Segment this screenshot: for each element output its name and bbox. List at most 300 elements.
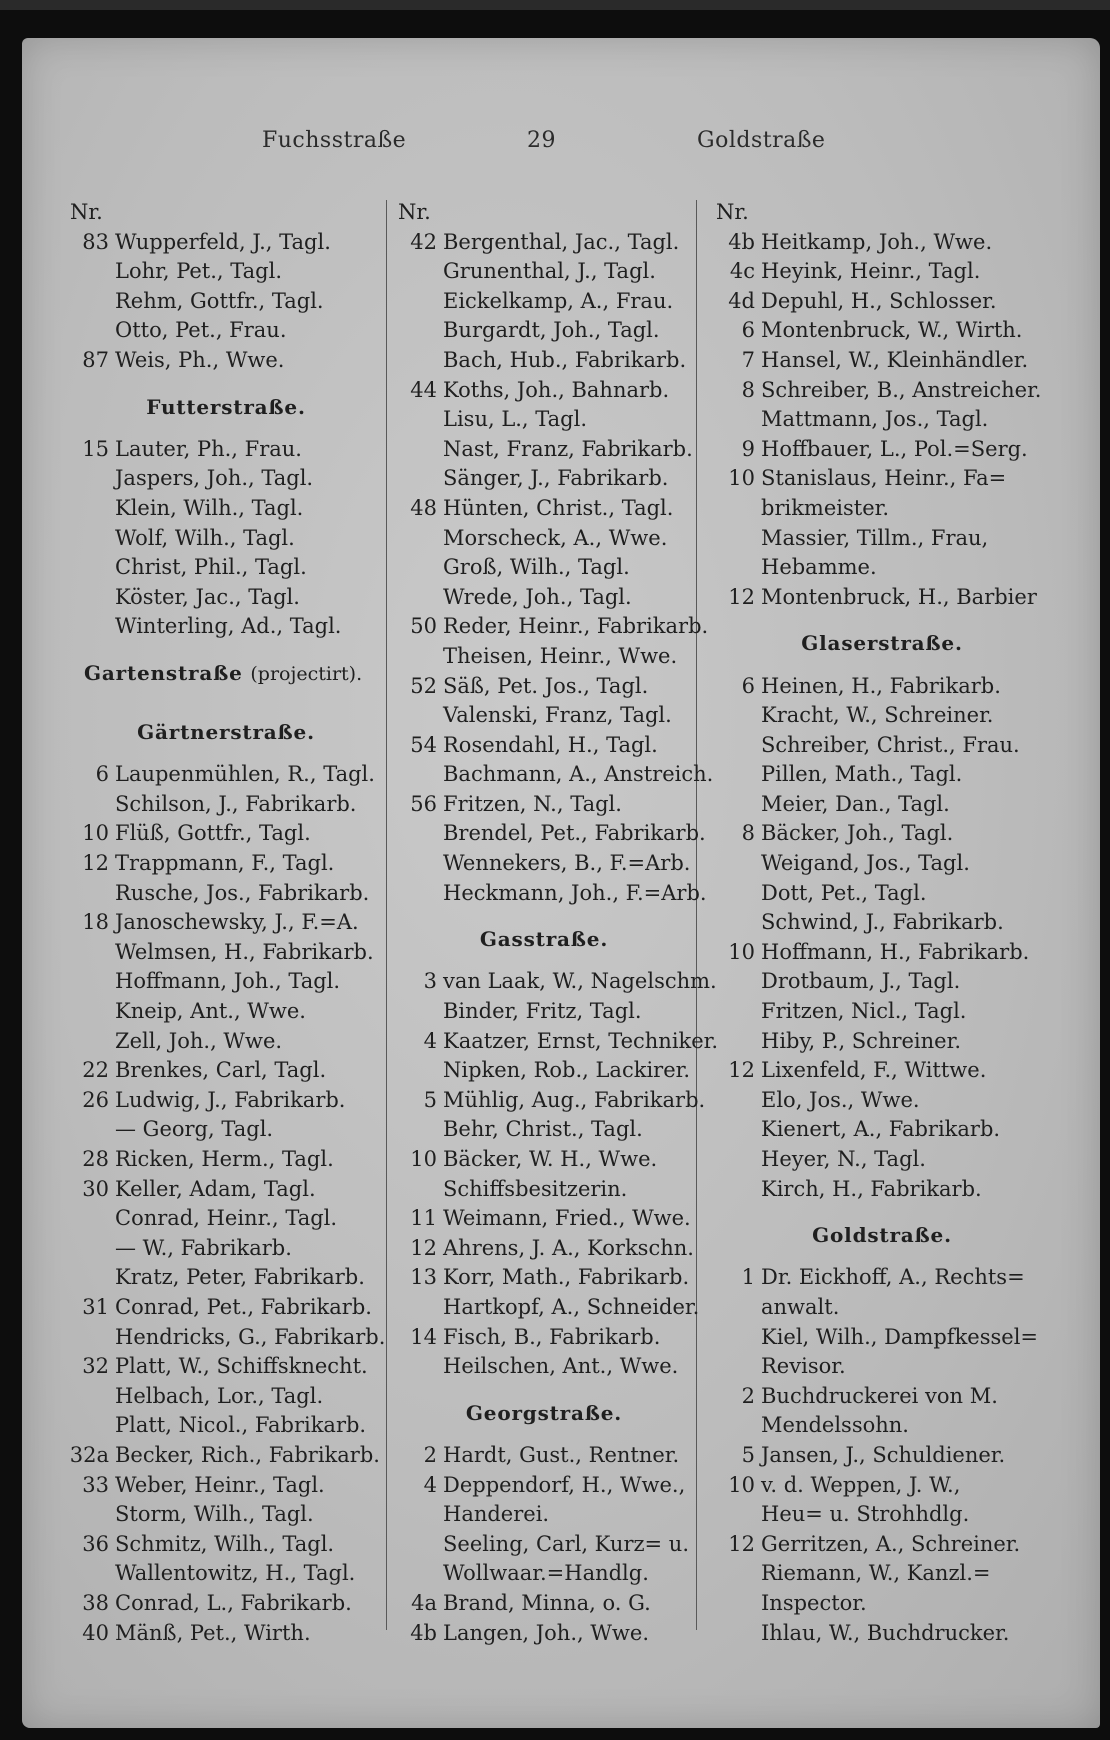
resident-entry <box>712 287 1052 317</box>
resident-entry <box>66 879 386 909</box>
resident-entry <box>394 1323 694 1353</box>
resident-entry <box>394 583 694 613</box>
resident-name: Ahrens, J. A., Korkschn. <box>443 1235 694 1260</box>
resident-entry <box>394 1589 694 1619</box>
running-head-left: Fuchsstraße <box>262 128 407 153</box>
resident-entry <box>394 731 694 761</box>
resident-name: van Laak, W., Nagelschm. <box>443 969 717 994</box>
resident-entry <box>66 1530 386 1560</box>
resident-entry <box>66 612 386 642</box>
resident-entry <box>712 1056 1052 1086</box>
resident-name: Becker, Rich., Fabrikarb. <box>115 1442 380 1467</box>
resident-name: Schwind, J., Fabrikarb. <box>761 910 1004 935</box>
resident-entry <box>66 287 386 317</box>
resident-entry <box>712 967 1052 997</box>
street-name: Gärtnerstraße. <box>137 720 315 745</box>
resident-name: Nast, Franz, Fabrikarb. <box>443 436 693 461</box>
resident-name: Lixenfeld, F., Wittwe. <box>761 1058 987 1083</box>
resident-name: Rusche, Jos., Fabrikarb. <box>115 880 370 905</box>
resident-entry <box>394 879 707 909</box>
house-number: 36 <box>82 1531 109 1556</box>
resident-name: Heilschen, Ant., Wwe. <box>443 1354 679 1379</box>
house-number: 12 <box>82 851 109 876</box>
resident-name: Heyer, N., Tagl. <box>761 1147 926 1171</box>
resident-entry <box>394 1500 694 1530</box>
house-number: 10 <box>410 1147 437 1171</box>
resident-name: Hansel, W., Kleinhändler. <box>761 347 1029 372</box>
resident-entry <box>394 1234 694 1264</box>
resident-entry <box>394 672 694 702</box>
resident-entry <box>66 1175 386 1205</box>
resident-entry <box>712 1293 1052 1323</box>
resident-entry <box>394 1559 694 1589</box>
resident-entry <box>394 228 694 258</box>
resident-entry <box>394 1204 694 1234</box>
resident-entry <box>394 524 694 554</box>
resident-entry <box>66 908 386 938</box>
house-number: 10 <box>728 1472 755 1497</box>
resident-name: Hendricks, G., Fabrikarb. <box>115 1324 386 1349</box>
resident-entry <box>712 1500 1052 1530</box>
house-number: 42 <box>410 229 437 254</box>
resident-name: — W., Fabrikarb. <box>115 1235 292 1260</box>
resident-name: Weigand, Jos., Tagl. <box>761 851 970 876</box>
resident-entry <box>712 583 1052 613</box>
resident-name: Reder, Heinr., Fabrikarb. <box>443 614 709 639</box>
house-number: 12 <box>728 584 755 609</box>
resident-entry <box>66 1027 386 1057</box>
resident-name: Janoschewsky, J., F.=A. <box>115 910 359 935</box>
house-number: 3 <box>423 969 437 994</box>
resident-name: Ricken, Herm., Tagl. <box>115 1147 334 1171</box>
house-number: 10 <box>728 939 755 964</box>
house-number: 5 <box>423 1087 437 1112</box>
resident-entry <box>394 346 694 376</box>
street-name: Futterstraße. <box>146 394 306 419</box>
resident-entry <box>66 1234 386 1264</box>
house-number: 2 <box>423 1442 437 1467</box>
street-name: Gasstraße. <box>479 927 609 952</box>
resident-entry <box>394 1263 694 1293</box>
resident-entry <box>712 376 1052 406</box>
street-heading <box>712 1204 1052 1263</box>
resident-entry <box>394 1056 694 1086</box>
resident-name: Drotbaum, J., Tagl. <box>761 969 961 994</box>
resident-name: Klein, Wilh., Tagl. <box>115 495 304 520</box>
resident-entry <box>712 435 1052 465</box>
house-number: 50 <box>410 614 437 639</box>
resident-name: Kneip, Ant., Wwe. <box>115 999 306 1024</box>
resident-name: Conrad, Pet., Fabrikarb. <box>115 1294 372 1319</box>
street-heading <box>66 376 386 435</box>
house-number: 44 <box>410 377 437 402</box>
number-column-label: Nr. <box>398 200 431 224</box>
resident-entry <box>712 672 1052 702</box>
resident-entry <box>66 790 386 820</box>
resident-name: Bäcker, W. H., Wwe. <box>443 1147 658 1171</box>
resident-name: Winterling, Ad., Tagl. <box>115 614 342 639</box>
resident-name: Wennekers, B., F.=Arb. <box>443 851 691 876</box>
resident-entry <box>712 1619 1052 1649</box>
number-column-label: Nr. <box>716 200 749 224</box>
house-number: 33 <box>82 1472 109 1497</box>
resident-name: Kiel, Wilh., Dampfkessel= <box>761 1324 1039 1349</box>
resident-name: Storm, Wilh., Tagl. <box>115 1502 314 1527</box>
resident-entry <box>712 1086 1052 1116</box>
house-number: 2 <box>741 1383 755 1408</box>
house-number: 56 <box>410 791 437 816</box>
resident-name: Conrad, L., Fabrikarb. <box>115 1590 352 1615</box>
resident-entry <box>712 790 1052 820</box>
resident-entry <box>66 997 386 1027</box>
resident-entry <box>66 1352 386 1382</box>
resident-name: Grunenthal, J., Tagl. <box>443 259 656 284</box>
resident-name: Laupenmühlen, R., Tagl. <box>115 762 375 787</box>
resident-name: Heitkamp, Joh., Wwe. <box>761 229 993 254</box>
street-heading <box>394 908 694 967</box>
resident-entry <box>394 849 694 879</box>
resident-entry <box>712 849 1052 879</box>
house-number: 4b <box>410 1620 437 1645</box>
resident-name: Theisen, Heinr., Wwe. <box>443 643 678 668</box>
house-number: 32 <box>82 1354 109 1379</box>
resident-entry <box>712 494 1052 524</box>
resident-name: Conrad, Heinr., Tagl. <box>115 1206 338 1231</box>
resident-name: Wollwaar.=Handlg. <box>443 1561 649 1586</box>
resident-name: Jansen, J., Schuldiener. <box>761 1442 1006 1467</box>
resident-entry <box>394 1441 694 1471</box>
house-number: 5 <box>741 1442 755 1467</box>
resident-name: Fritzen, N., Tagl. <box>443 791 622 816</box>
resident-entry <box>66 760 386 790</box>
house-number: 6 <box>741 673 755 698</box>
house-number: 4a <box>411 1590 437 1615</box>
resident-entry <box>712 1589 1052 1619</box>
column-divider <box>386 200 387 1630</box>
resident-name: anwalt. <box>761 1294 840 1319</box>
house-number: 13 <box>410 1265 437 1290</box>
resident-name: Koths, Joh., Bahnarb. <box>443 377 670 402</box>
resident-name: Lohr, Pet., Tagl. <box>115 259 283 284</box>
resident-entry <box>712 908 1052 938</box>
resident-name: Säß, Pet. Jos., Tagl. <box>443 673 649 698</box>
resident-name: Christ, Phil., Tagl. <box>115 555 307 580</box>
resident-entry <box>66 257 386 287</box>
house-number: 4d <box>728 288 755 313</box>
house-number: 7 <box>741 347 755 372</box>
resident-entry <box>66 967 386 997</box>
resident-name: Brenkes, Carl, Tagl. <box>115 1058 327 1083</box>
resident-name: Hoffmann, Joh., Tagl. <box>115 969 341 994</box>
resident-entry <box>66 228 386 258</box>
house-number: 4b <box>728 229 755 254</box>
resident-name: Langen, Joh., Wwe. <box>443 1620 650 1645</box>
resident-name: Kienert, A., Fabrikarb. <box>761 1117 1001 1142</box>
resident-name: Lauter, Ph., Frau. <box>115 436 302 461</box>
resident-name: Kratz, Peter, Fabrikarb. <box>115 1265 365 1290</box>
resident-entry <box>66 1589 386 1619</box>
house-number: 10 <box>82 821 109 846</box>
resident-entry <box>66 1204 386 1234</box>
resident-entry <box>712 553 1052 583</box>
resident-entry <box>66 1559 386 1589</box>
house-number: 12 <box>410 1235 437 1260</box>
resident-name: Binder, Fritz, Tagl. <box>443 999 642 1024</box>
street-note: (projectirt). <box>250 662 363 685</box>
resident-name: Fisch, B., Fabrikarb. <box>443 1324 661 1349</box>
resident-name: Hoffmann, H., Fabrikarb. <box>761 939 1030 964</box>
resident-name: Ludwig, J., Fabrikarb. <box>115 1087 346 1112</box>
resident-name: Weber, Heinr., Tagl. <box>115 1472 325 1497</box>
resident-name: Valenski, Franz, Tagl. <box>443 703 672 728</box>
house-number: 6 <box>741 318 755 343</box>
resident-entry <box>66 1263 386 1293</box>
resident-entry <box>394 612 709 642</box>
resident-entry <box>394 760 714 790</box>
house-number: 9 <box>741 436 755 461</box>
resident-name: Elo, Jos., Wwe. <box>761 1087 920 1112</box>
resident-entry <box>394 997 694 1027</box>
resident-name: Rosendahl, H., Tagl. <box>443 732 658 757</box>
house-number: 52 <box>410 673 437 698</box>
resident-name: Brand, Minna, o. G. <box>443 1590 651 1615</box>
resident-name: Otto, Pet., Frau. <box>115 318 287 343</box>
resident-entry <box>394 790 694 820</box>
house-number: 30 <box>82 1176 109 1201</box>
resident-name: Zell, Joh., Wwe. <box>115 1028 283 1053</box>
resident-name: Kracht, W., Schreiner. <box>761 703 994 728</box>
resident-name: Pillen, Math., Tagl. <box>761 762 963 787</box>
resident-name: Meier, Dan., Tagl. <box>761 791 950 816</box>
resident-name: Wolf, Wilh., Tagl. <box>115 525 295 550</box>
house-number: 48 <box>410 495 437 520</box>
resident-name: Korr, Math., Fabrikarb. <box>443 1265 690 1290</box>
resident-name: Revisor. <box>761 1354 846 1379</box>
resident-entry <box>66 524 386 554</box>
resident-name: Welmsen, H., Fabrikarb. <box>115 939 374 964</box>
resident-name: Weis, Ph., Wwe. <box>115 347 285 372</box>
resident-name: Massier, Tillm., Frau, <box>761 525 989 550</box>
resident-entry <box>394 464 694 494</box>
resident-entry <box>66 1619 386 1649</box>
resident-name: Stanislaus, Heinr., Fa= <box>761 466 1007 491</box>
resident-entry <box>394 494 694 524</box>
scan-border <box>0 0 1110 10</box>
street-name: Georgstraße. <box>465 1400 623 1425</box>
resident-name: Flüß, Gottfr., Tagl. <box>115 821 311 846</box>
resident-name: Platt, W., Schiffsknecht. <box>115 1354 368 1379</box>
resident-entry <box>712 760 1052 790</box>
resident-entry <box>66 1056 386 1086</box>
resident-name: Weimann, Fried., Wwe. <box>443 1206 691 1231</box>
resident-entry <box>66 1500 386 1530</box>
directory-column-1 <box>66 198 386 1648</box>
running-head-right: Goldstraße <box>697 128 826 153</box>
resident-entry <box>712 464 1052 494</box>
house-number: 38 <box>82 1590 109 1615</box>
house-number: 28 <box>82 1147 109 1171</box>
resident-entry <box>712 405 1052 435</box>
resident-name: Mendelssohn. <box>761 1413 909 1438</box>
resident-name: Montenbruck, W., Wirth. <box>761 318 1023 343</box>
resident-name: Köster, Jac., Tagl. <box>115 584 300 609</box>
resident-name: Bergenthal, Jac., Tagl. <box>443 229 680 254</box>
house-number: 87 <box>82 347 109 372</box>
resident-name: Depuhl, H., Schlosser. <box>761 288 997 313</box>
resident-entry <box>394 287 694 317</box>
resident-name: Schiffsbesitzerin. <box>443 1176 628 1201</box>
resident-entry <box>66 1115 386 1145</box>
resident-name: Gerritzen, A., Schreiner. <box>761 1531 1021 1556</box>
resident-name: Schmitz, Wilh., Tagl. <box>115 1531 335 1556</box>
resident-name: Helbach, Lor., Tagl. <box>115 1383 324 1408</box>
resident-name: Hiby, P., Schreiner. <box>761 1028 962 1053</box>
resident-name: Hardt, Gust., Rentner. <box>443 1442 680 1467</box>
resident-entry <box>712 1323 1052 1353</box>
resident-entry <box>66 1323 386 1353</box>
resident-name: Wupperfeld, J., Tagl. <box>115 229 331 254</box>
resident-entry <box>712 1145 1052 1175</box>
house-number: 10 <box>728 466 755 491</box>
house-number: 4 <box>423 1472 437 1497</box>
resident-entry <box>712 1027 1052 1057</box>
resident-entry <box>66 1441 386 1471</box>
street-name: Glaserstraße. <box>801 631 963 656</box>
resident-entry <box>712 1471 1052 1501</box>
resident-name: Hoffbauer, L., Pol.=Serg. <box>761 436 1028 461</box>
resident-name: Dott, Pet., Tagl. <box>761 880 927 905</box>
resident-entry <box>712 879 1052 909</box>
street-heading <box>66 701 386 760</box>
resident-entry <box>66 1086 386 1116</box>
resident-entry <box>66 938 386 968</box>
resident-entry <box>66 316 386 346</box>
resident-entry <box>66 494 386 524</box>
resident-entry <box>394 1175 694 1205</box>
number-column-label: Nr. <box>70 200 103 224</box>
resident-entry <box>712 1175 1052 1205</box>
resident-name: Jaspers, Joh., Tagl. <box>115 466 314 491</box>
resident-entry <box>712 731 1052 761</box>
resident-entry <box>66 819 386 849</box>
resident-entry <box>394 642 694 672</box>
resident-name: Dr. Eickhoff, A., Rechts= <box>761 1265 1025 1290</box>
street-heading <box>712 612 1052 671</box>
resident-name: Trappmann, F., Tagl. <box>115 851 335 876</box>
resident-entry <box>712 316 1052 346</box>
resident-name: Platt, Nicol., Fabrikarb. <box>115 1413 367 1438</box>
resident-name: v. d. Weppen, J. W., <box>761 1472 961 1497</box>
resident-name: Wrede, Joh., Tagl. <box>443 584 632 609</box>
street-name: Goldstraße. <box>812 1223 952 1248</box>
resident-name: Handerei. <box>443 1502 550 1527</box>
resident-entry <box>66 435 386 465</box>
resident-entry <box>394 1293 700 1323</box>
resident-name: Hartkopf, A., Schneider. <box>443 1294 700 1319</box>
directory-column-3 <box>712 198 1052 1648</box>
resident-entry <box>712 819 1052 849</box>
house-number: 22 <box>82 1058 109 1083</box>
resident-name: Sänger, J., Fabrikarb. <box>443 466 669 491</box>
resident-name: Deppendorf, H., Wwe., <box>443 1472 686 1497</box>
resident-name: Seeling, Carl, Kurz= u. <box>443 1531 690 1556</box>
resident-name: Bach, Hub., Fabrikarb. <box>443 347 687 372</box>
resident-name: Kirch, H., Fabrikarb. <box>761 1176 982 1201</box>
resident-name: Ihlau, W., Buchdrucker. <box>761 1620 1010 1645</box>
resident-entry <box>394 376 694 406</box>
resident-entry <box>712 1559 1052 1589</box>
house-number: 15 <box>82 436 109 461</box>
resident-name: Fritzen, Nicl., Tagl. <box>761 999 967 1024</box>
resident-name: Hebamme. <box>761 555 877 580</box>
resident-name: Riemann, W., Kanzl.= <box>761 1561 991 1586</box>
house-number: 8 <box>741 377 755 402</box>
resident-entry <box>394 1027 719 1057</box>
resident-name: Behr, Christ., Tagl. <box>443 1117 643 1142</box>
page-number: 29 <box>527 128 556 153</box>
column-divider <box>696 200 697 1630</box>
resident-name: Bäcker, Joh., Tagl. <box>761 821 954 846</box>
resident-entry <box>712 938 1052 968</box>
house-number: 26 <box>82 1087 109 1112</box>
resident-name: Eickelkamp, A., Frau. <box>443 288 674 313</box>
house-number: 11 <box>410 1206 437 1231</box>
resident-entry <box>394 967 717 997</box>
resident-entry <box>66 583 386 613</box>
resident-name: Heckmann, Joh., F.=Arb. <box>443 880 707 905</box>
house-number: 12 <box>728 1531 755 1556</box>
house-number: 14 <box>410 1324 437 1349</box>
resident-entry <box>712 228 1052 258</box>
house-number: 83 <box>82 229 109 254</box>
resident-entry <box>394 1352 694 1382</box>
resident-name: Bachmann, A., Anstreich. <box>443 762 714 787</box>
resident-name: Nipken, Rob., Lackirer. <box>443 1058 691 1083</box>
house-number: 31 <box>82 1294 109 1319</box>
resident-name: Inspector. <box>761 1590 867 1615</box>
resident-entry <box>712 1115 1052 1145</box>
house-number: 32a <box>69 1442 109 1467</box>
resident-name: Schilson, J., Fabrikarb. <box>115 791 357 816</box>
resident-entry <box>394 1619 694 1649</box>
resident-entry <box>394 1471 694 1501</box>
resident-entry <box>66 1382 386 1412</box>
resident-entry <box>394 316 694 346</box>
resident-name: Buchdruckerei von M. <box>761 1383 998 1408</box>
resident-entry <box>712 524 1052 554</box>
house-number: 4 <box>423 1028 437 1053</box>
street-heading <box>394 1382 694 1441</box>
street-name: Gartenstraße <box>84 660 243 685</box>
resident-name: Hünten, Christ., Tagl. <box>443 495 674 520</box>
resident-entry <box>712 1530 1052 1560</box>
resident-name: Montenbruck, H., Barbier <box>761 584 1037 609</box>
resident-entry <box>712 997 1052 1027</box>
resident-entry <box>66 1471 386 1501</box>
resident-name: Groß, Wilh., Tagl. <box>443 555 630 580</box>
resident-name: Heu= u. Strohhdlg. <box>761 1502 970 1527</box>
resident-entry <box>712 1382 1052 1412</box>
resident-entry <box>712 1263 1052 1293</box>
resident-entry <box>394 1530 694 1560</box>
house-number: 18 <box>82 910 109 935</box>
resident-entry <box>394 1115 694 1145</box>
resident-entry <box>394 257 694 287</box>
resident-entry <box>712 346 1052 376</box>
resident-entry <box>394 1145 694 1175</box>
resident-name: Schreiber, B., Anstreicher. <box>761 377 1042 402</box>
resident-name: Morscheck, A., Wwe. <box>443 525 668 550</box>
